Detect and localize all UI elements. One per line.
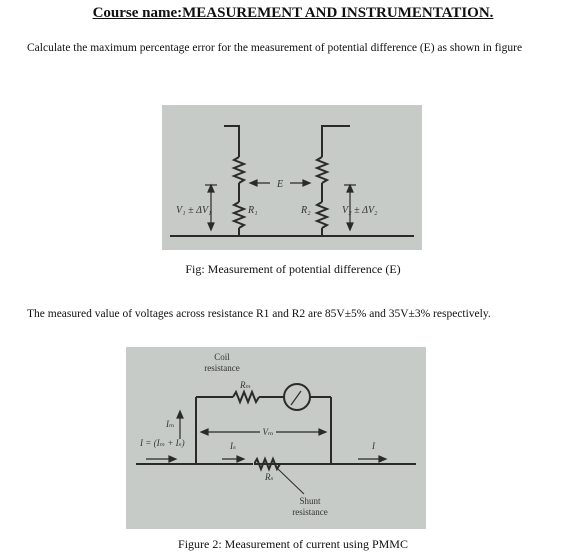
label-e: E	[276, 179, 284, 190]
label-i-out: I	[372, 441, 375, 451]
label-vm: Vₘ	[262, 427, 274, 437]
figure-potential-difference	[162, 105, 422, 250]
label-r2: R₂	[301, 205, 311, 216]
label-rm: Rₘ	[240, 380, 252, 390]
label-is: Iₛ	[230, 441, 237, 451]
label-coil-1: Coil	[214, 352, 230, 362]
label-i-total: I = (Iₘ + Iₛ)	[140, 438, 185, 448]
label-v2: V₂ ± ΔV₂	[342, 205, 378, 216]
label-coil-2: resistance	[204, 363, 240, 373]
figure2-caption: Figure 2: Measurement of current using PMMC	[178, 537, 408, 551]
statement-text: The measured value of voltages across resistance R1 and R2 are 85V±5% and 35V±3% respectively.	[27, 308, 491, 320]
label-rs: Rₛ	[265, 472, 274, 482]
label-im: Iₘ	[166, 419, 175, 429]
label-r1: R₁	[248, 205, 258, 216]
course-title: Course name:MEASUREMENT AND INSTRUMENTATION.	[92, 5, 494, 21]
figure1-caption: Fig: Measurement of potential difference (E)	[185, 262, 401, 276]
question-text: Calculate the maximum percentage error for the measurement of potential difference (E) as shown in figure	[27, 42, 523, 54]
label-shunt-1: Shunt	[299, 496, 321, 506]
figure-pmmc-current	[126, 347, 426, 529]
label-v1: V₁ ± ΔV₁	[176, 205, 212, 216]
label-shunt-2: resistance	[292, 507, 328, 517]
